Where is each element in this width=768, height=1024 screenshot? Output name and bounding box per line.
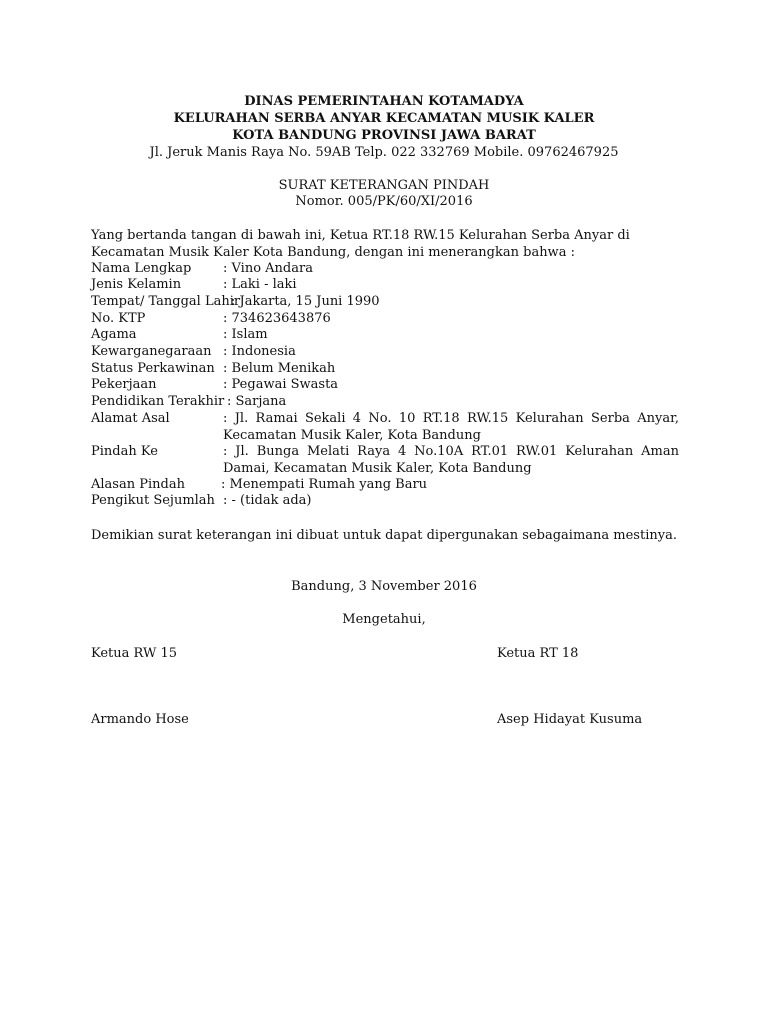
signature-left-name: Armando Hose	[91, 712, 189, 727]
field-value: : 734623643876	[223, 311, 331, 326]
field-label: No. KTP	[91, 311, 146, 326]
acknowledged-label: Mengetahui,	[342, 612, 426, 627]
signature-right-name: Asep Hidayat Kusuma	[497, 712, 643, 727]
field-value: : Laki - laki	[223, 277, 297, 292]
header-address: Jl. Jeruk Manis Raya No. 59AB Telp. 022 332769 Mobile. 09762467925	[149, 145, 619, 160]
field-label: Alamat Asal	[91, 411, 170, 426]
header-kelurahan: KELURAHAN SERBA ANYAR KECAMATAN MUSIK KALER	[173, 111, 595, 126]
field-label: Pendidikan Terakhir	[91, 394, 225, 409]
field-label: Tempat/ Tanggal Lahir	[91, 294, 241, 309]
field-value: : Jl. Bunga Melati Raya 4 No.10A RT.01 RW.01 Kelurahan Aman Damai, Kecamatan Musik Kaler, Kota Bandung	[223, 444, 679, 476]
field-label: Pengikut Sejumlah	[91, 493, 215, 508]
field-value: : Pegawai Swasta	[223, 377, 339, 392]
field-value: : Islam	[223, 327, 268, 342]
signature-right-title: Ketua RT 18	[497, 646, 579, 661]
field-value: : Jl. Ramai Sekali 4 No. 10 RT.18 RW.15 Kelurahan Serba Anyar, Kecamatan Musik Kaler, Kota Bandung	[223, 411, 679, 443]
field-value: : Sarjana	[227, 394, 287, 409]
field-value: : Vino Andara	[223, 261, 313, 276]
field-value: : Indonesia	[223, 344, 296, 359]
header-city: KOTA BANDUNG PROVINSI JAWA BARAT	[232, 128, 536, 143]
field-label: Pindah Ke	[91, 444, 158, 459]
header-agency: DINAS PEMERINTAHAN KOTAMADYA	[244, 94, 524, 109]
letter-title: SURAT KETERANGAN PINDAH	[278, 178, 490, 193]
signature-left-title: Ketua RW 15	[91, 646, 178, 661]
field-label: Pekerjaan	[91, 377, 157, 392]
field-label: Status Perkawinan	[91, 361, 215, 376]
closing-statement: Demikian surat keterangan ini dibuat untuk dapat dipergunakan sebagaimana mestinya.	[91, 528, 677, 543]
field-value: : Jakarta, 15 Juni 1990	[231, 294, 380, 309]
field-value: : Belum Menikah	[223, 361, 336, 376]
field-value: : - (tidak ada)	[223, 493, 312, 508]
letter-intro: Yang bertanda tangan di bawah ini, Ketua RT.18 RW.15 Kelurahan Serba Anyar di Kecamatan Musik Kaler Kota Bandung, dengan ini menerangkan bahwa :	[91, 228, 630, 260]
field-label: Kewarganegaraan	[91, 344, 212, 359]
place-date: Bandung, 3 November 2016	[291, 579, 477, 594]
field-label: Nama Lengkap	[91, 261, 192, 276]
field-label: Alasan Pindah	[91, 477, 185, 492]
field-label: Jenis Kelamin	[91, 277, 182, 292]
field-value: : Menempati Rumah yang Baru	[221, 477, 428, 492]
letter-number: Nomor. 005/PK/60/XI/2016	[295, 194, 473, 209]
field-label: Agama	[91, 327, 137, 342]
